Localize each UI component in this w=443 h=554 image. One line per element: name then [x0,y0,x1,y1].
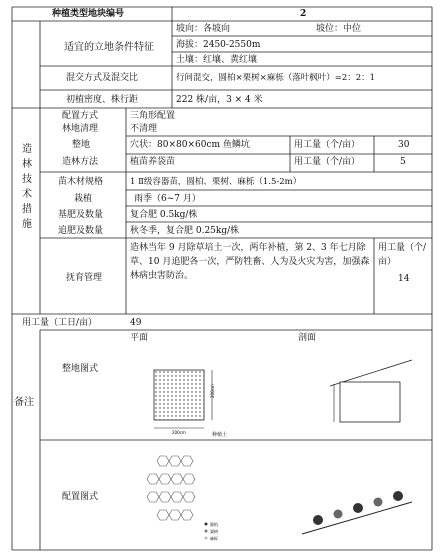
header-label: 种植类型地块编号 [52,9,125,19]
measure-value-7: 秋冬季，复合肥 0.25kg/株 [130,226,240,236]
site-prep-label: 整地图式 [62,364,99,374]
section-figure [322,356,426,436]
legend-item-2: 麻栎 [210,536,218,541]
density-label: 初植密度、株行距 [66,95,139,105]
measures-label: 造林技术措施 [22,144,32,230]
measure-label-0: 配置方式 [62,111,99,121]
measure-value-4: 1 Ⅱ级容器苗，圆柏、栗树、麻栎（1.5-2m） [130,177,302,187]
hex-pattern [147,456,195,520]
measure-value-1: 不清理 [130,124,158,134]
measure-label-2: 整地 [72,140,91,150]
measure-label-3: 造林方法 [62,157,99,167]
measure-value-0: 三角形配置 [130,111,176,121]
tree [374,498,383,507]
plan-width: 200cm [172,430,186,435]
tree [334,510,343,519]
measure-label-4: 苗木材规格 [58,177,104,187]
legend-marker-0 [205,523,208,526]
tending-work-label: 用工量（个/亩） [378,243,427,267]
legend-marker-1 [205,530,208,533]
tree [313,515,323,525]
header-value: 2 [300,9,307,19]
measure-label-6: 基肥及数量 [58,210,104,220]
legend-item-1: 栗树 [210,529,218,534]
slope-trees [302,491,412,534]
mixing-label: 混交方式及混交比 [66,73,139,83]
measure-value-2: 穴状：80×80×60cm 鱼鳞坑 [130,140,250,150]
plan-caption: 种植土 [212,432,228,438]
tree [353,503,363,513]
site-soil: 土壤：红壤、黄红壤 [176,55,258,65]
measure-value-5: 雨季（6~7 月） [134,194,201,204]
measure-work-label-2: 用工量（个/亩） [294,140,361,150]
site-elevation: 海拔：2450-2550m [176,40,261,50]
legend-item-0: 圆柏 [210,522,218,527]
density-value: 222 株/亩，3 × 4 米 [176,95,263,105]
measure-label-5: 栽植 [74,194,93,204]
legend [205,521,219,541]
measure-label-1: 林地清理 [62,124,99,134]
tree [393,491,403,501]
pit-section [340,382,400,422]
site-label: 适宜的立地条件特征 [64,42,154,53]
planting-pit-plan [154,370,204,420]
measure-value-3: 植苗养袋苗 [130,157,176,167]
config-figure [132,450,432,548]
labor-value: 49 [130,318,142,328]
plan-height: 200cm [210,384,215,398]
notes-label: 备注 [14,397,34,408]
section-label: 剖面 [298,333,317,343]
measure-work-value-2: 30 [398,140,410,150]
site-slope: 坡位：中位 [316,24,362,34]
tending-label: 抚育管理 [66,273,103,283]
labor-label: 用工量（工日/亩） [22,318,98,328]
mixing-value: 行间混交，圆柏×栗树×麻栎（落叶枫叶）=2：2：1 [176,73,376,83]
measure-label-7: 追肥及数量 [58,226,104,236]
tending-text: 造林当年 9 月除草培土一次，两年补植，第 2、3 年七月除草、10 月追肥各一次，严防牲畜、人为及火灾为害，加强森林病虫害防治。 [130,243,370,281]
tending-work-value: 14 [398,274,410,284]
config-label: 配置图式 [62,492,99,502]
plan-figure [146,362,246,442]
measure-value-6: 复合肥 0.5kg/株 [130,210,198,220]
measure-work-label-3: 用工量（个/亩） [294,157,361,167]
plan-label: 平面 [130,333,149,343]
measure-work-value-3: 5 [400,157,406,167]
site-aspect: 坡向：各坡向 [176,24,231,34]
legend-marker-2 [205,537,208,540]
